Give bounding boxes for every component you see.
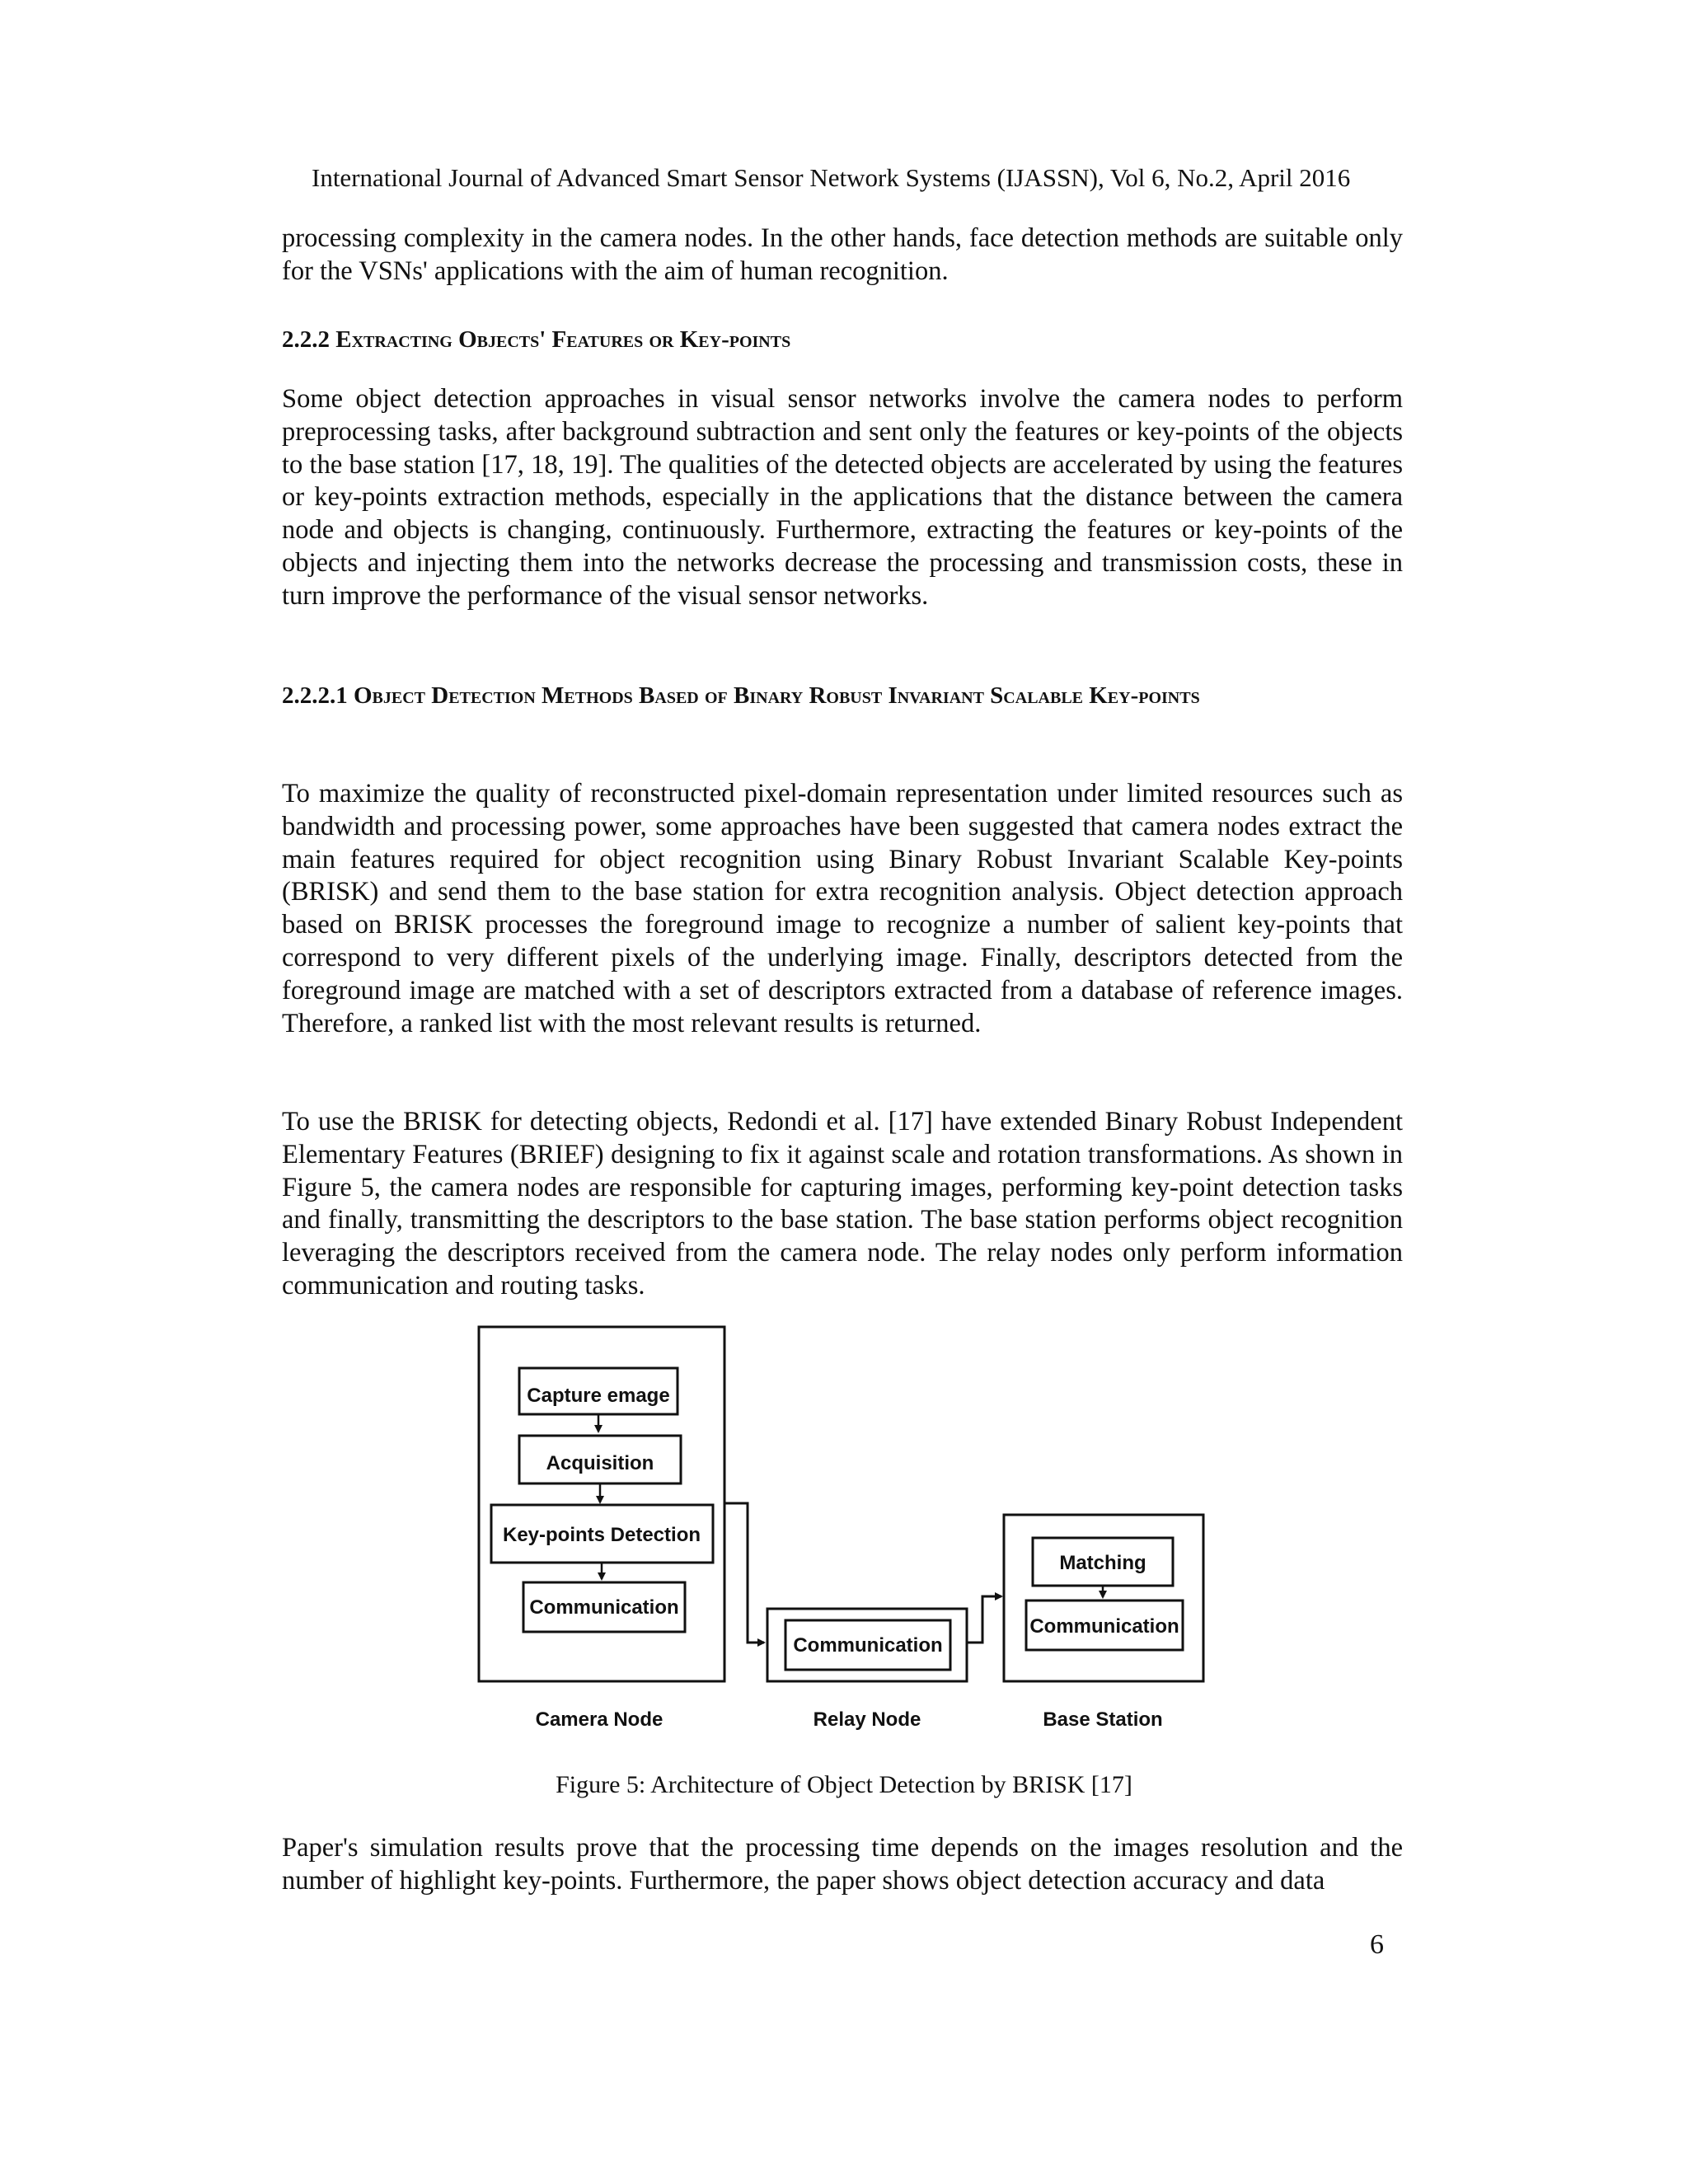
paragraph-5: Paper's simulation results prove that the processing time depends on the images resolution and the number of highlight key-points. Furthermore, the paper shows object detection accuracy and data (282, 1833, 1403, 1896)
figure-caption: Figure 5: Architecture of Object Detection by BRISK [17] (556, 1771, 1132, 1798)
section-heading-2-2-2 (282, 323, 1403, 356)
paragraph-2: Some object detection approaches in visual sensor networks involve the camera nodes to perform preprocessing tasks, after background subtraction and sent only the features or key-points of the objects to the base station [17, 18, 19]. The qualities of the detected objects are accelerated by using the features or key-points extraction methods, especially in the applications that the distance between the camera node and objects is changing, continuously. Furthermore, extracting the features or key-points of the objects and injecting them into the networks decrease the processing and transmission costs, these in turn improve the performance of the visual sensor networks. (282, 384, 1403, 611)
connector-camera-to-relay (724, 1503, 764, 1643)
paragraph-3: To maximize the quality of reconstructed pixel-domain representation under limited resources such as bandwidth and processing power, some approaches have been suggested that camera nodes extract the main features required for object recognition using Binary Robust Invariant Scalable Key-points (BRISK) and send them to the base station for extra recognition analysis. Object detection approach based on BRISK processes the foreground image to recognize a number of salient key-points that correspond to very different pixels of the underlying image. Finally, descriptors detected from the foreground image are matched with a set of descriptors extracted from a database of reference images. Therefore, a ranked list with the most relevant results is returned. (282, 779, 1403, 1038)
page-number: 6 (1370, 1929, 1384, 1960)
camera-step-acquisition: Acquisition (546, 1452, 654, 1474)
camera-step-communication: Communication (529, 1596, 679, 1619)
base-step-matching: Matching (1059, 1552, 1146, 1574)
base-step-communication: Communication (1029, 1615, 1179, 1638)
paragraph-4: To use the BRISK for detecting objects, Redondi et al. [17] have extended Binary Robust Independent Elementary Features (BRIEF) designing to fix it against scale and rotation transformations. As shown in Figure 5, the camera nodes are responsible for capturing images, performing key-point detection tasks and finally, transmitting the descriptors to the base station. The base station performs object recognition leveraging the descriptors received from the camera node. The relay nodes only perform information communication and routing tasks. (282, 1107, 1403, 1301)
section-heading-2-2-2-1-text: 2.2.2.1 Object Detection Methods Based of Binary Robust Invariant Scalable Key-points (282, 682, 1200, 709)
relay-step-communication: Communication (793, 1634, 943, 1657)
running-header: International Journal of Advanced Smart Sensor Network Systems (IJASSN), Vol 6, No.2, April 2016 (312, 163, 1351, 192)
section-heading-2-2-2-1 (282, 679, 1403, 712)
base-station-label: Base Station (1043, 1708, 1163, 1731)
connector-relay-to-base (967, 1596, 1001, 1643)
figure-5-architecture-diagram (474, 1319, 1216, 1731)
relay-node-label: Relay Node (813, 1708, 921, 1731)
section-heading-2-2-2-text: 2.2.2 Extracting Objects' Features or Key-points (282, 326, 791, 353)
camera-step-keypoints: Key-points Detection (502, 1524, 701, 1546)
paragraph-1: processing complexity in the camera nodes. In the other hands, face detection methods are suitable only for the VSNs' applications with the aim of human recognition. (282, 223, 1403, 286)
camera-node-label: Camera Node (535, 1708, 663, 1731)
camera-step-capture: Capture emage (527, 1385, 670, 1407)
